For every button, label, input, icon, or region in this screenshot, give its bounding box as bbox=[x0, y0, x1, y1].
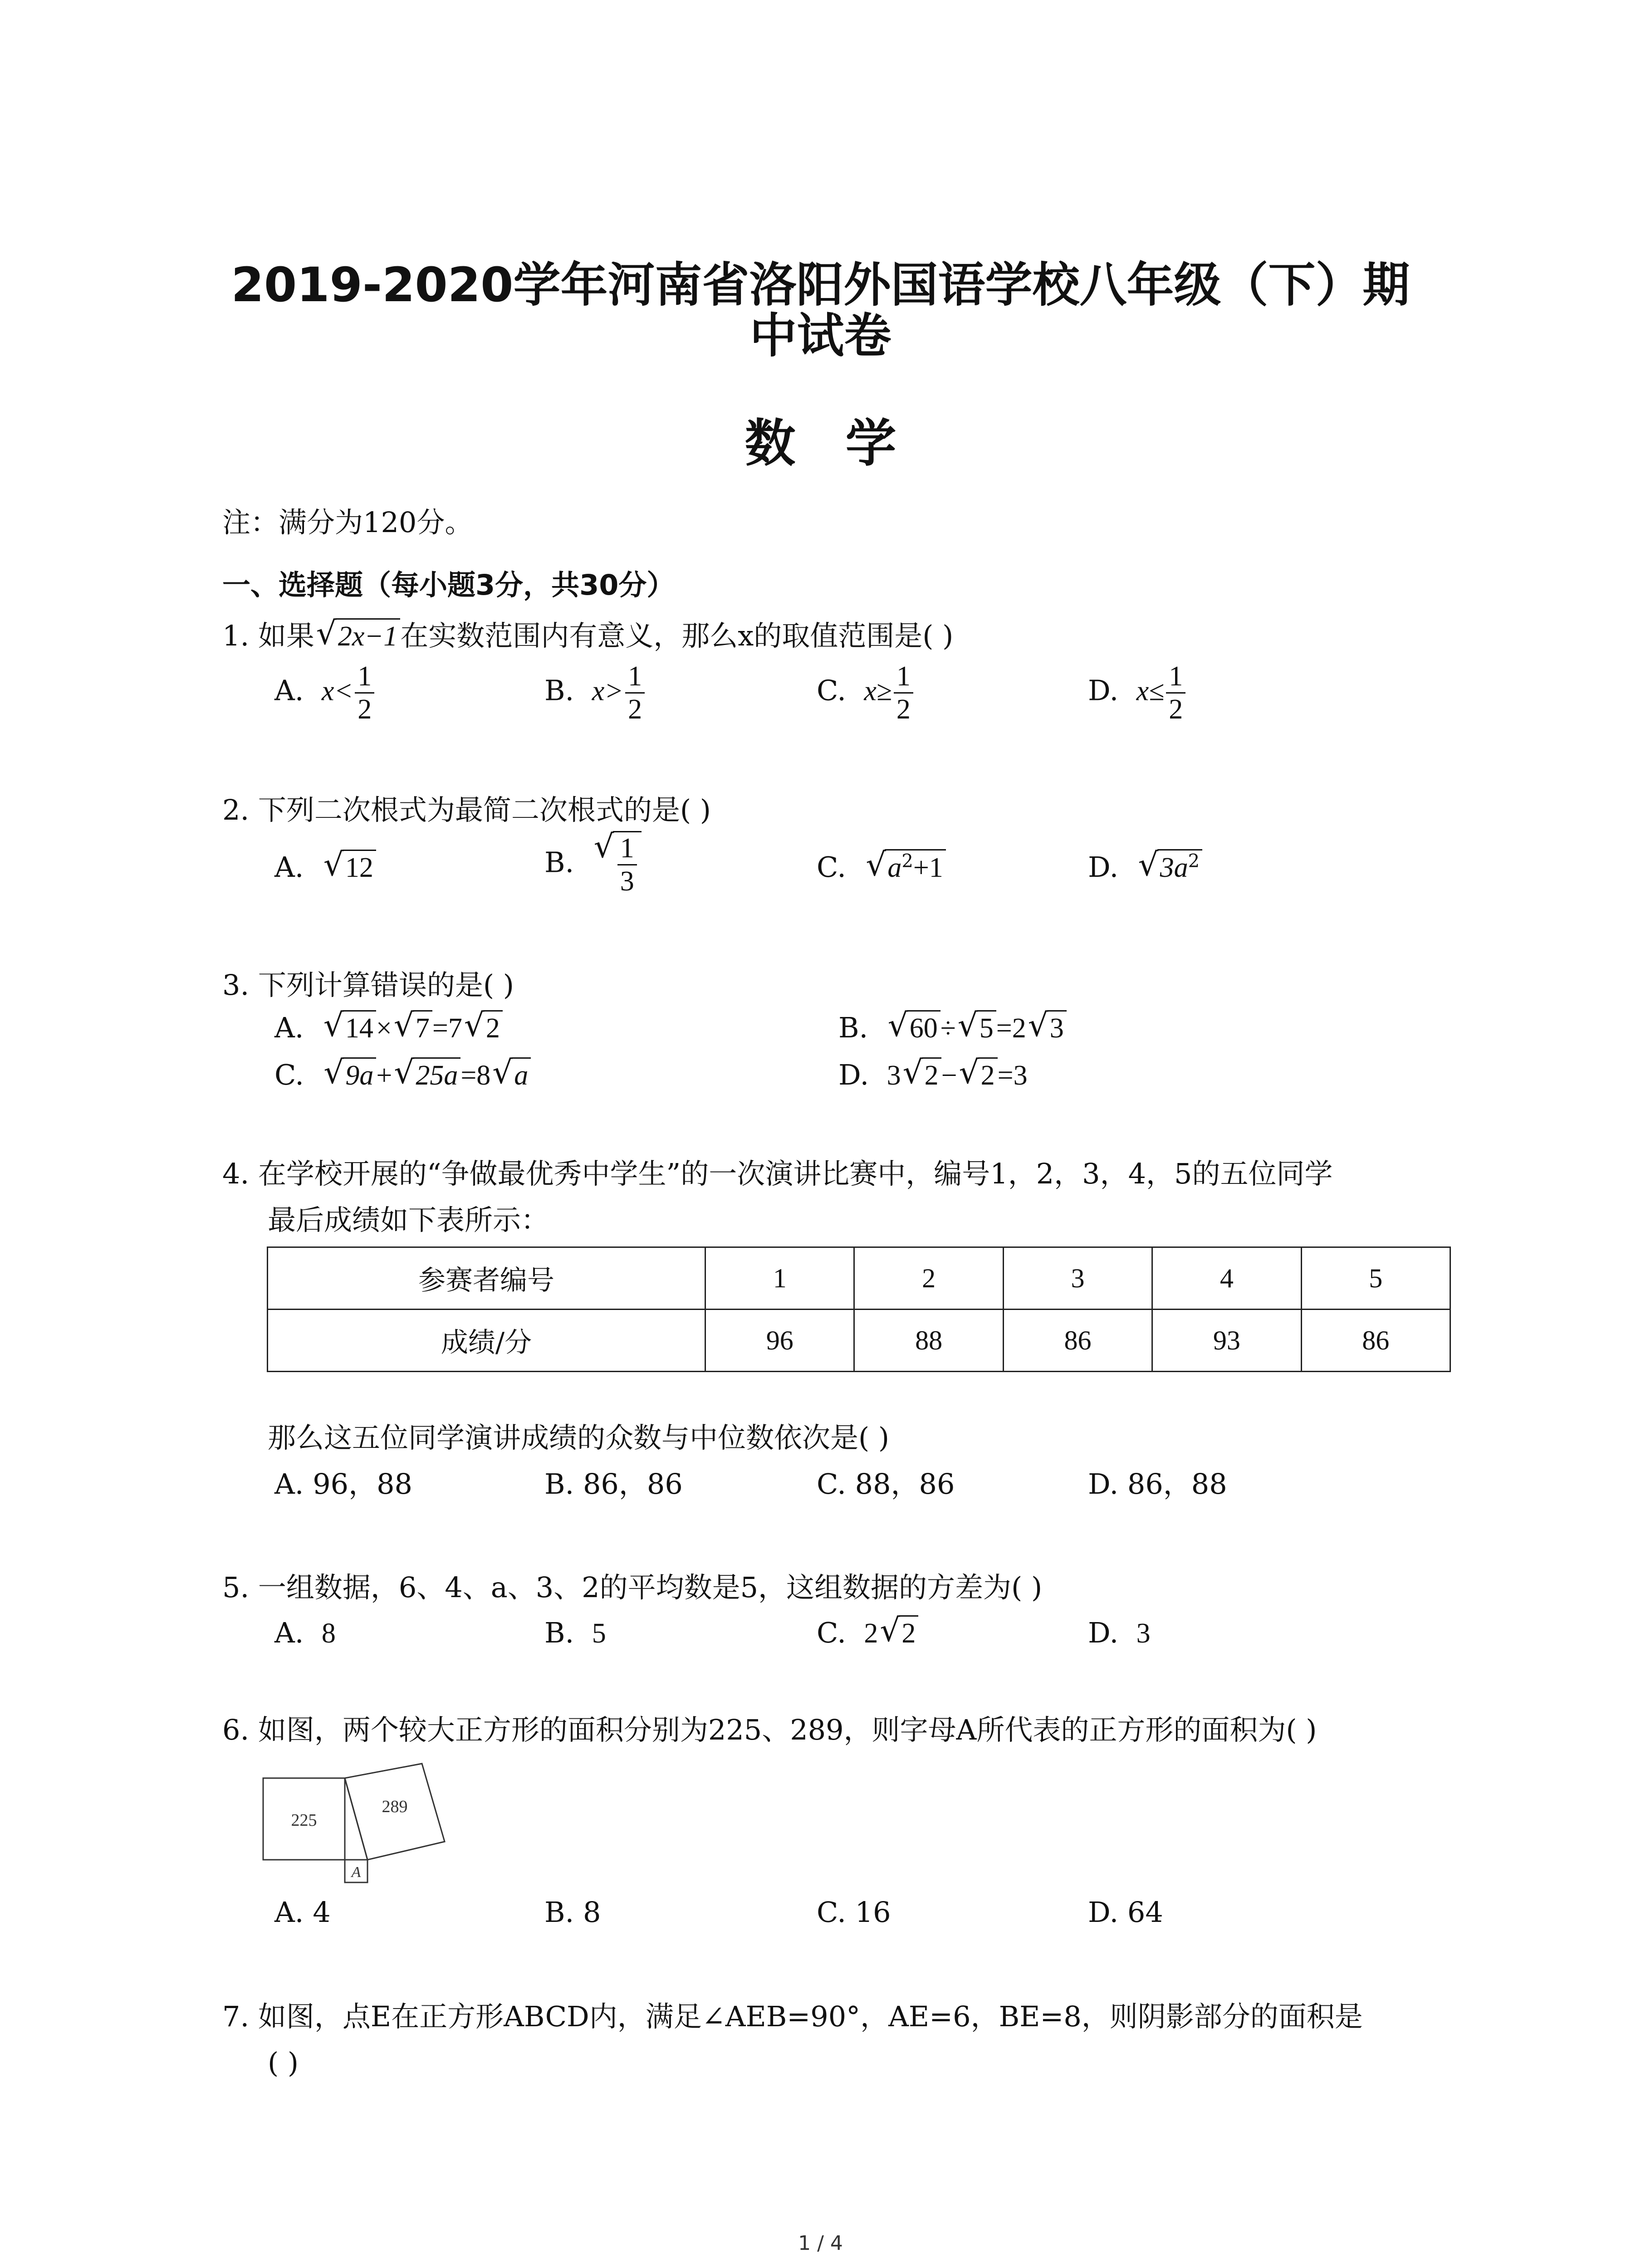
squares-figure bbox=[254, 1755, 463, 1896]
q4-option-d: D. 86，88 bbox=[1088, 1467, 1227, 1501]
page-number: 1 / 4 bbox=[798, 2232, 843, 2255]
table-cell: 93 bbox=[1152, 1310, 1301, 1372]
table-cell: 4 bbox=[1152, 1247, 1301, 1310]
table-cell: 参赛者编号 bbox=[268, 1247, 705, 1310]
q4-option-a: A. 96，88 bbox=[274, 1467, 412, 1501]
q5-option-b: B. 5 bbox=[544, 1616, 606, 1649]
table-cell: 2 bbox=[854, 1247, 1003, 1310]
q3-option-a: A. √ 14×√ 7=7√ 2 bbox=[274, 1010, 503, 1046]
question-4-line1: 4. 在学校开展的“争做最优秀中学生”的一次演讲比赛中，编号1，2，3，4，5的五位同学 bbox=[222, 1157, 1333, 1190]
q1-option-d: D. x≤ $\frac{1}{2}$ bbox=[1088, 660, 1187, 725]
q3-option-b: B. √ 60÷√ 5=2√ 3 bbox=[838, 1010, 1067, 1046]
question-6: 6. 如图，两个较大正方形的面积分别为225、289，则字母A所代表的正方形的面积为( ) bbox=[222, 1713, 1317, 1746]
table-row bbox=[268, 1310, 1450, 1372]
question-3: 3. 下列计算错误的是( ) bbox=[222, 968, 514, 1002]
q4-option-c: C. 88，86 bbox=[817, 1467, 955, 1501]
q2-option-b: B. √ $\frac{1}{3}$ bbox=[544, 831, 642, 897]
table-cell: 1 bbox=[705, 1247, 854, 1310]
question-4-line2: 最后成绩如下表所示： bbox=[268, 1203, 549, 1237]
table-cell: 88 bbox=[854, 1310, 1003, 1372]
table-cell: 3 bbox=[1003, 1247, 1152, 1310]
q2-option-c: C. √ $a^2+1$ bbox=[817, 849, 946, 885]
section-choice-heading: 一、选择题（每小题3分，共30分） bbox=[222, 568, 675, 601]
q2-option-d: D. √ $3a^2$ bbox=[1088, 849, 1202, 885]
score-table bbox=[267, 1246, 1451, 1372]
q6-option-c: C. 16 bbox=[817, 1896, 891, 1929]
table-cell: 5 bbox=[1301, 1247, 1450, 1310]
question-1: 1. 如果√ 2x−1在实数范围内有意义，那么x的取值范围是( ) bbox=[222, 618, 953, 654]
q6-option-a: A. 4 bbox=[274, 1896, 331, 1929]
q5-option-d: D. 3 bbox=[1088, 1616, 1151, 1649]
table-row bbox=[268, 1247, 1450, 1310]
question-5: 5. 一组数据，6、4、a、3、2的平均数是5，这组数据的方差为( ) bbox=[222, 1571, 1043, 1604]
q2-option-a: A. √ 12 bbox=[274, 849, 376, 885]
question-7: 7. 如图，点E在正方形ABCD内，满足∠AEB=90°，AE=6，BE=8，则阴影部分的面积是 bbox=[222, 2000, 1363, 2033]
question-7-paren: ( ) bbox=[268, 2046, 299, 2079]
question-4-ask: 那么这五位同学演讲成绩的众数与中位数依次是( ) bbox=[268, 1421, 890, 1454]
table-cell: 96 bbox=[705, 1310, 854, 1372]
paper-title-line1: 2019-2020学年河南省洛阳外国语学校八年级（下）期 bbox=[231, 257, 1410, 313]
label-225: 225 bbox=[291, 1811, 317, 1830]
question-2: 2. 下列二次根式为最简二次根式的是( ) bbox=[222, 793, 711, 826]
label-a: A bbox=[351, 1864, 361, 1881]
table-cell: 86 bbox=[1301, 1310, 1450, 1372]
q1-option-c: C. x≥ $\frac{1}{2}$ bbox=[817, 660, 915, 725]
table-cell: 成绩/分 bbox=[268, 1310, 705, 1372]
subject-title: 数学 bbox=[745, 414, 946, 473]
q6-option-d: D. 64 bbox=[1088, 1896, 1163, 1929]
paper-title-line2: 中试卷 bbox=[749, 308, 892, 363]
q5-option-c: C. 2√ 2 bbox=[817, 1615, 918, 1652]
table-cell: 86 bbox=[1003, 1310, 1152, 1372]
score-note: 注：满分为120分。 bbox=[222, 506, 473, 539]
q3-option-d: D. 3√ 2−√ 2=3 bbox=[838, 1057, 1028, 1094]
q1-option-a: A. x< $\frac{1}{2}$ bbox=[274, 660, 376, 725]
q1-option-b: B. x> $\frac{1}{2}$ bbox=[544, 660, 647, 725]
label-289: 289 bbox=[382, 1797, 408, 1816]
q3-option-c: C. √ 9a+√ 25a=8√ a bbox=[274, 1057, 531, 1094]
sqrt-expression: √ 2x−1 bbox=[316, 618, 400, 654]
q6-option-b: B. 8 bbox=[544, 1896, 601, 1929]
q4-option-b: B. 86，86 bbox=[544, 1467, 683, 1501]
q5-option-a: A. 8 bbox=[274, 1616, 336, 1649]
